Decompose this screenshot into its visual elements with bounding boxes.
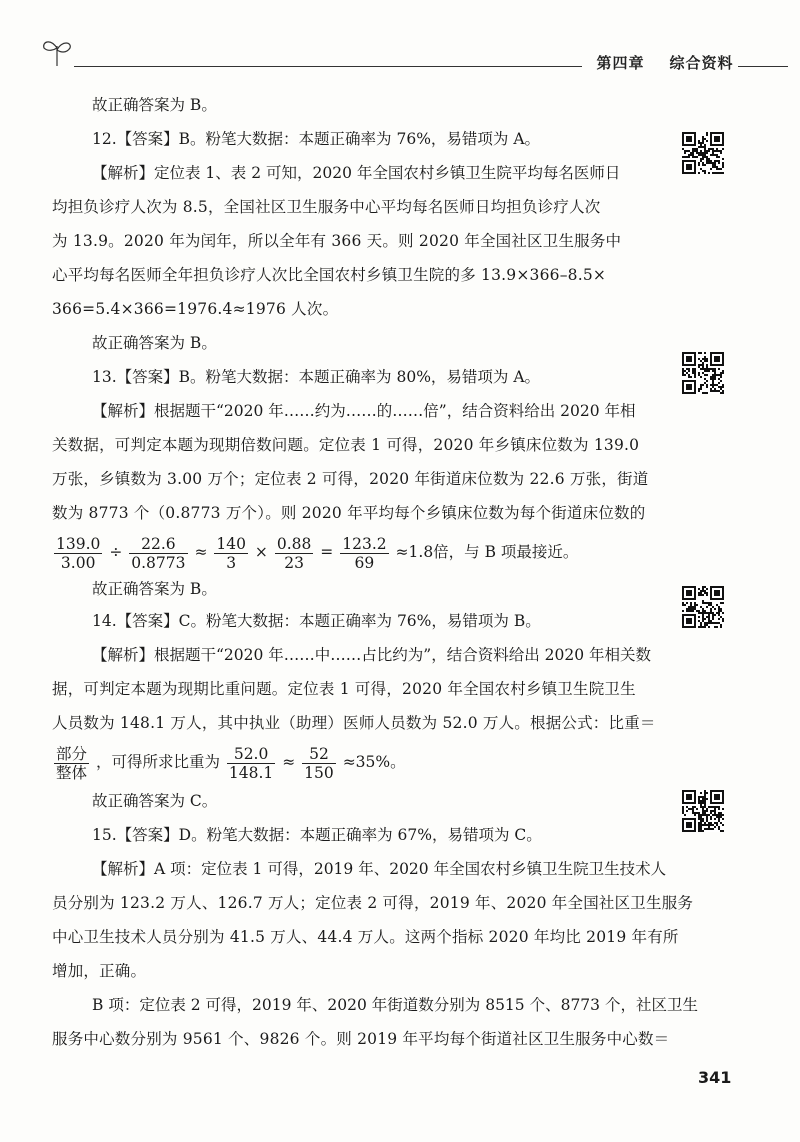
answer-line: 14.【答案】C。粉笔大数据：本题正确率为 76%，易错项为 B。 (92, 612, 541, 630)
fraction: $\frac{140}{3}$ (216, 534, 246, 572)
explanation-line: 【解析】A 项：定位表 1 可得，2019 年、2020 年全国农村乡镇卫生院卫生技术人 (92, 860, 667, 878)
calculation-line (52, 530, 658, 574)
operator: ÷ (109, 543, 123, 561)
text-line: 故正确答案为 B。 (92, 334, 217, 352)
text-line: 万张，乡镇数为 3.00 万个；定位表 2 可得，2020 年街道床位数为 22.6 万张，街道 (52, 470, 649, 488)
header-rule-left (74, 66, 582, 67)
operator: ≈ (282, 753, 296, 771)
sprout-icon (40, 36, 74, 68)
text-line: 中心卫生技术人员分别为 41.5 万人、44.4 万人。这两个指标 2020 年均比 2019 年有所 (52, 928, 679, 946)
calculation-result: ≈1.8倍，与 B 项最接近。 (395, 543, 579, 561)
text-line: 关数据，可判定本题为现期倍数问题。定位表 1 可得，2020 年乡镇床位数为 139.0 (52, 436, 640, 454)
fraction: $\frac{139.0}{3.00}$ (56, 534, 101, 572)
text-line: 员分别为 123.2 万人、126.7 万人；定位表 2 可得，2019 年、2020 年全国社区卫生服务 (52, 894, 694, 912)
answer-line: 12.【答案】B。粉笔大数据：本题正确率为 76%，易错项为 A。 (92, 130, 541, 148)
header-rule-right (738, 66, 788, 67)
explanation-line: 【解析】根据题干“2020 年……约为……的……倍”，结合资料给出 2020 年相 (92, 402, 636, 420)
text-line: 服务中心数分别为 9561 个、9826 个。则 2019 年平均每个街道社区卫生服务中心数＝ (52, 1030, 670, 1048)
operator: ≈ (194, 543, 208, 561)
qr-code-icon (682, 132, 724, 174)
fraction: $\frac{0.88}{23}$ (276, 534, 312, 572)
operator: × (254, 543, 268, 561)
text-line: 据，可判定本题为现期比重问题。定位表 1 可得，2020 年全国农村乡镇卫生院卫生 (52, 680, 636, 698)
qr-code-icon (682, 586, 724, 628)
text-line: 人员数为 148.1 万人，其中执业（助理）医师人员数为 52.0 万人。根据公式：比重＝ (52, 714, 656, 732)
answer-line: 15.【答案】D。粉笔大数据：本题正确率为 67%，易错项为 C。 (92, 826, 542, 844)
text-line: 为 13.9。2020 年为闰年，所以全年有 366 天。则 2020 年全国社区卫生服务中 (52, 232, 622, 250)
text-line: 心平均每名医师全年担负诊疗人次比全国农村乡镇卫生院的多 13.9×366–8.5× (52, 266, 607, 284)
text-line: 故正确答案为 C。 (92, 792, 218, 810)
explanation-line: 【解析】定位表 1、表 2 可知，2020 年全国农村乡镇卫生院平均每名医师日 (92, 164, 621, 182)
text-line: 366=5.4×366=1976.4≈1976 人次。 (52, 300, 339, 318)
text-line: 故正确答案为 B。 (92, 580, 217, 598)
section-label: 综合资料 (669, 54, 734, 72)
chapter-title (592, 52, 738, 73)
qr-code-icon (682, 790, 724, 832)
calculation-line (52, 740, 658, 784)
text-line: 增加，正确。 (52, 962, 147, 980)
explanation-line: 【解析】根据题干“2020 年……中……占比约为”，结合资料给出 2020 年相关数 (92, 646, 652, 664)
calculation-text: ，可得所求比重为 (95, 753, 220, 771)
answer-line: 13.【答案】B。粉笔大数据：本题正确率为 80%，易错项为 A。 (92, 368, 541, 386)
operator: = (320, 543, 334, 561)
page-body (52, 88, 698, 1056)
fraction: $\frac{123.2}{69}$ (342, 534, 387, 572)
page-number: 341 (698, 1068, 732, 1087)
text-line: 数为 8773 个（0.8773 万个）。则 2020 年平均每个乡镇床位数为每个街道床位数的 (52, 504, 646, 522)
fraction: $\frac{52}{150}$ (304, 744, 334, 782)
qr-code-icon (682, 352, 724, 394)
text-line: 均担负诊疗人次为 8.5，全国社区卫生服务中心平均每名医师日均担负诊疗人次 (52, 198, 601, 216)
text-line: 故正确答案为 B。 (92, 96, 217, 114)
fraction: $\frac{\text{部分}}{\text{整体}}$ (56, 744, 88, 782)
text-line: B 项：定位表 2 可得，2019 年、2020 年街道数分别为 8515 个、8773 个，社区卫生 (92, 996, 698, 1014)
fraction: $\frac{52.0}{148.1}$ (228, 744, 274, 782)
running-header (0, 0, 800, 80)
calculation-result: ≈35%。 (342, 753, 406, 771)
chapter-label: 第四章 (596, 54, 645, 72)
fraction: $\frac{22.6}{0.8773}$ (131, 534, 186, 572)
